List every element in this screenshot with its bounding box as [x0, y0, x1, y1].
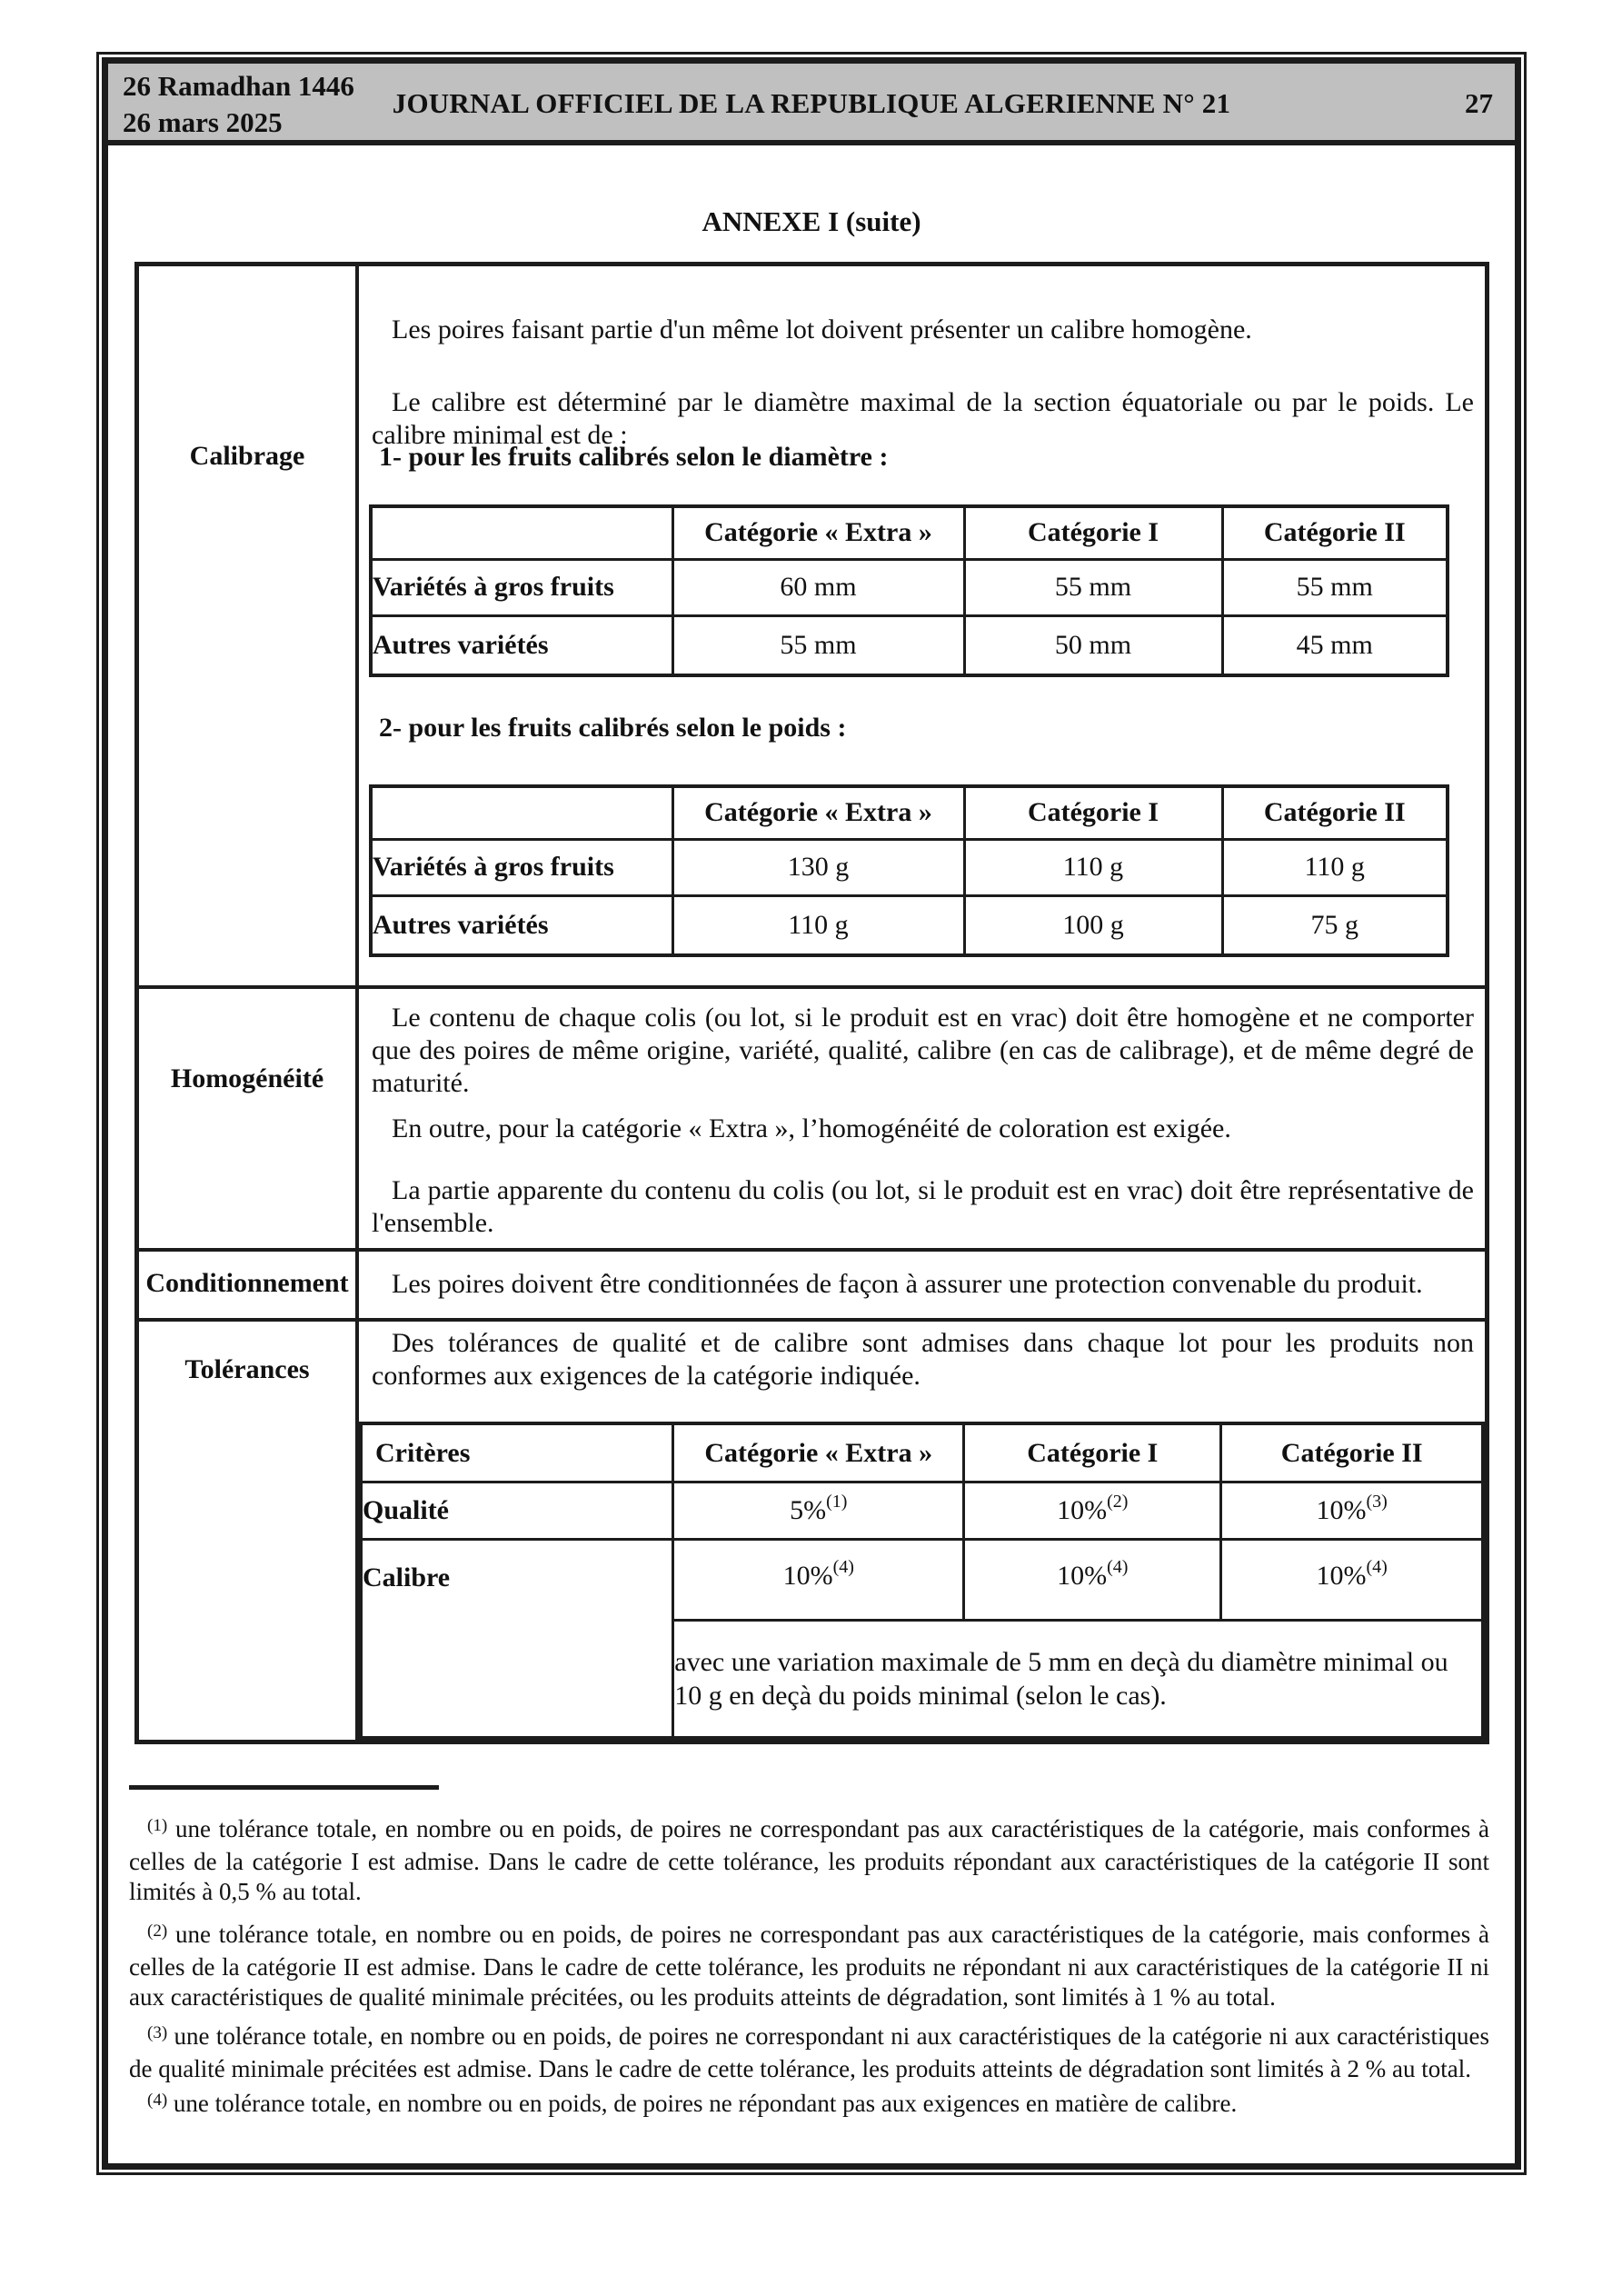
weight-autres-cat2: 75 g [1222, 895, 1448, 955]
weight-header-cat2: Catégorie II [1222, 786, 1448, 839]
diameter-autres-extra: 55 mm [672, 615, 964, 675]
weight-row-label-autres: Autres variétés [371, 895, 672, 955]
table-row [371, 559, 1448, 615]
diameter-autres-cat1: 50 mm [964, 615, 1222, 675]
diameter-autres-cat2: 45 mm [1222, 615, 1448, 675]
row-conditionnement [139, 1252, 1485, 1322]
weight-header-cat1: Catégorie I [964, 786, 1222, 839]
homogeneite-paragraph-1: Le contenu de chaque colis (ou lot, si le produit est en vrac) doit être homogène et ne comporter que des poires de même origine, variété, qualité, calibre (en cas de calibrage), et de même degré de maturité. [372, 1003, 1474, 1098]
weight-autres-cat1: 100 g [964, 895, 1222, 955]
weight-gros-cat1: 110 g [964, 839, 1222, 895]
tolerance-table [359, 1422, 1485, 1740]
tolerances-paragraph: Des tolérances de qualité et de calibre sont admises dans chaque lot pour les produits non conformes aux exigences de la catégorie indiquée. [372, 1328, 1474, 1391]
quality-extra-value [673, 1482, 964, 1540]
header-band [108, 64, 1515, 145]
row-label-conditionnement: Conditionnement [139, 1252, 359, 1318]
diameter-row-label-gros: Variétés à gros fruits [371, 559, 672, 615]
tolerance-header-cat2: Catégorie II [1221, 1423, 1483, 1482]
footnote-ref: (4) [1107, 1556, 1129, 1577]
tolerance-header-criteres: Critères [361, 1423, 673, 1482]
footnote-ref: (3) [1366, 1492, 1388, 1512]
value-text: 10% [1057, 1560, 1108, 1591]
page-number: 27 [1465, 87, 1493, 119]
weight-table-header-row [371, 786, 1448, 839]
value-text: 10% [1316, 1495, 1367, 1526]
journal-title: JOURNAL OFFICIEL DE LA REPUBLIQUE ALGERIENNE N° 21 [392, 87, 1231, 119]
row-calibrage [139, 266, 1485, 989]
weight-header-extra: Catégorie « Extra » [672, 786, 964, 839]
value-text: 10% [1057, 1495, 1108, 1526]
diameter-row-label-autres: Autres variétés [371, 615, 672, 675]
row-homogeneite [139, 989, 1485, 1252]
calibrage-content [359, 266, 1485, 985]
tolerance-quality-row [361, 1482, 1483, 1540]
diameter-table [369, 504, 1449, 677]
diameter-header-cat2: Catégorie II [1222, 506, 1448, 559]
footnote-4 [129, 2089, 1489, 2121]
tolerance-header-row [361, 1423, 1483, 1482]
annex-title: ANNEXE I (suite) [702, 205, 921, 237]
diameter-header-extra: Catégorie « Extra » [672, 506, 964, 559]
homogeneite-paragraph-3: La partie apparente du contenu du colis (ou lot, si le produit est en vrac) doit être représentative de l'ensemble. [372, 1175, 1474, 1238]
diameter-gros-extra: 60 mm [672, 559, 964, 615]
value-text: 10% [1316, 1560, 1367, 1591]
size-extra-value [673, 1539, 964, 1620]
footnote-marker: (4) [147, 2091, 168, 2110]
weight-autres-extra: 110 g [672, 895, 964, 955]
footnote-2 [129, 1920, 1489, 2012]
weight-header-empty [371, 786, 672, 839]
footnote-marker: (2) [147, 1922, 168, 1941]
footnote-ref: (1) [826, 1492, 848, 1512]
quality-row-label: Qualité [361, 1482, 673, 1540]
homogeneite-content [359, 989, 1485, 1248]
table-row [371, 895, 1448, 955]
conditionnement-content [359, 1252, 1485, 1318]
row-tolerances [139, 1322, 1485, 1740]
quality-cat2-value [1221, 1482, 1483, 1540]
hijri-date: 26 Ramadhan 1446 [123, 70, 354, 102]
weight-gros-extra: 130 g [672, 839, 964, 895]
tolerance-header-cat1: Catégorie I [964, 1423, 1221, 1482]
footnote-text: une tolérance totale, en nombre ou en poids, de poires ne correspondant ni aux caractéristiques de la catégorie ni aux caractéristiques de qualité minimale précitées est admise. Dans le cadre de cette tolérance, les produits atteints de dégradation sont limités à 2 % au total. [129, 2022, 1490, 2082]
diameter-header-cat1: Catégorie I [964, 506, 1222, 559]
footnote-text: une tolérance totale, en nombre ou en poids, de poires ne correspondant pas aux caractéristiques de la catégorie, mais conformes à celles de la catégorie I est admise. Dans le cadre de cette tolérance, les produits répondant aux caractéristiques de la catégorie II sont limités à 0,5 % au total. [129, 1815, 1490, 1905]
tolerance-header-extra: Catégorie « Extra » [673, 1423, 964, 1482]
quality-cat1-value [964, 1482, 1221, 1540]
footnote-marker: (3) [147, 2023, 168, 2042]
weight-gros-cat2: 110 g [1222, 839, 1448, 895]
diameter-gros-cat2: 55 mm [1222, 559, 1448, 615]
gregorian-date: 26 mars 2025 [123, 106, 283, 138]
value-text: 5% [790, 1495, 827, 1526]
row-label-tolerances: Tolérances [139, 1322, 359, 1740]
diameter-header-empty [371, 506, 672, 559]
size-row-label: Calibre [361, 1539, 673, 1738]
tolerance-size-row [361, 1539, 1483, 1620]
weight-row-label-gros: Variétés à gros fruits [371, 839, 672, 895]
table-row [371, 615, 1448, 675]
weight-heading: 2- pour les fruits calibrés selon le poids : [379, 713, 847, 743]
size-cat2-value [1221, 1539, 1483, 1620]
footnote-marker: (1) [147, 1816, 168, 1835]
main-table [134, 262, 1489, 1744]
weight-table [369, 784, 1449, 957]
footnote-text: une tolérance totale, en nombre ou en poids, de poires ne répondant pas aux exigences en matière de calibre. [173, 2090, 1238, 2117]
tolerance-note: avec une variation maximale de 5 mm en deçà du diamètre minimal ou 10 g en deçà du poids minimal (selon le cas). [673, 1620, 1483, 1738]
calibrage-paragraph-1: Les poires faisant partie d'un même lot doivent présenter un calibre homogène. [392, 314, 1252, 344]
footnote-1 [129, 1814, 1489, 1907]
size-cat1-value [964, 1539, 1221, 1620]
row-label-calibrage: Calibrage [139, 266, 359, 985]
diameter-table-header-row [371, 506, 1448, 559]
diameter-heading: 1- pour les fruits calibrés selon le diamètre : [379, 442, 889, 472]
conditionnement-paragraph: Les poires doivent être conditionnées de façon à assurer une protection convenable du produit. [392, 1269, 1423, 1299]
value-text: 10% [782, 1560, 833, 1591]
footnote-text: une tolérance totale, en nombre ou en poids, de poires ne correspondant pas aux caractéristiques de la catégorie, mais conformes à celles de la catégorie II est admise. Dans le cadre de cette tolérance, les produits ne répondant ni aux caractéristiques de la catégorie II ni aux caractéristiques de qualité minimale précitées, ou les produits atteints de dégradation, sont limités à 1 % au total. [129, 1921, 1490, 2011]
row-label-homogeneite: Homogénéité [139, 989, 359, 1248]
table-row [371, 839, 1448, 895]
footnote-ref: (4) [832, 1556, 854, 1577]
calibrage-paragraph-2: Le calibre est déterminé par le diamètre maximal de la section équatoriale ou par le poids. Le calibre minimal est de : [372, 387, 1474, 450]
diameter-gros-cat1: 55 mm [964, 559, 1222, 615]
footnote-ref: (2) [1107, 1492, 1129, 1512]
footnote-ref: (4) [1366, 1556, 1388, 1577]
footnote-separator [129, 1785, 439, 1790]
homogeneite-paragraph-2: En outre, pour la catégorie « Extra », l’homogénéité de coloration est exigée. [392, 1113, 1231, 1143]
footnote-3 [129, 2021, 1489, 2084]
